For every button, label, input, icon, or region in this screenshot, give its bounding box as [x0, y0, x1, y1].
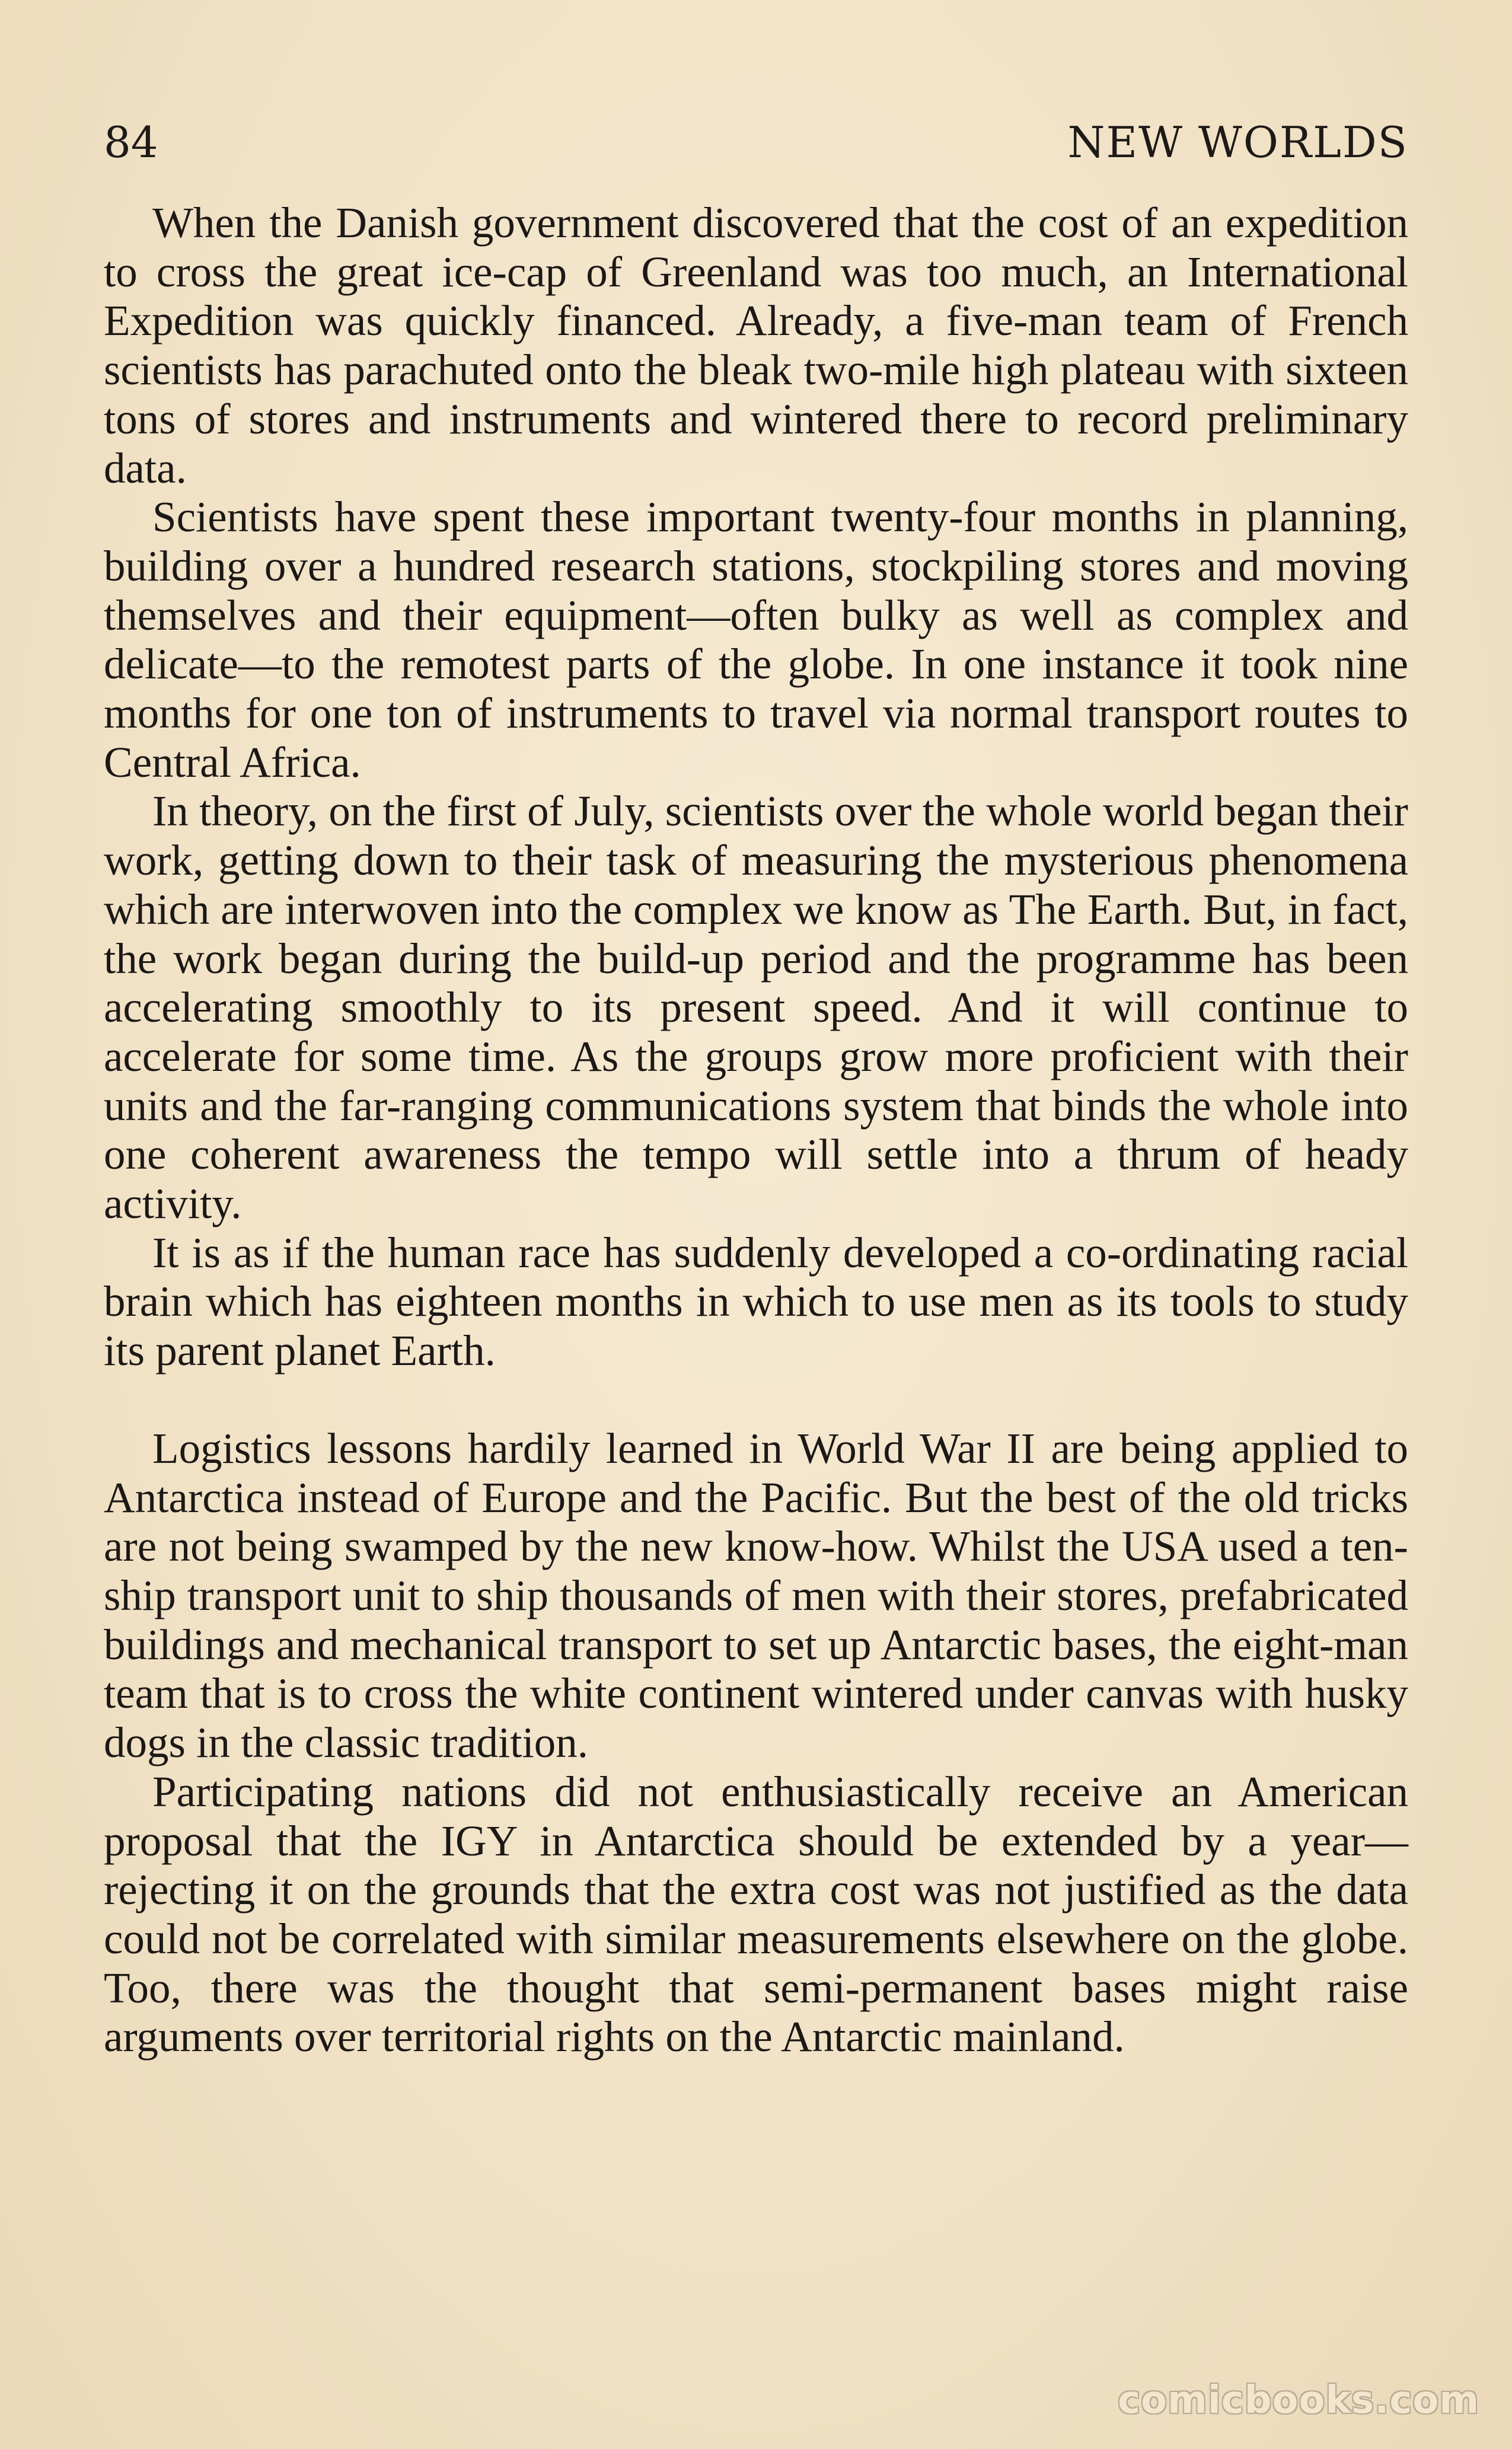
running-head: NEW WORLDS	[1067, 117, 1408, 167]
paragraph: Participating nations did not enthusiastically receive an American proposal that the IGY in Antarctica should be extended by a year—rejecting it on the grounds that the extra cost was not justified as the data could not be correlated with similar measurements elsewhere on the globe. Too, there was the thought that semi-permanent bases might raise arguments over territorial rights on the Antarctic mainland.	[104, 1767, 1408, 2061]
page-number: 84	[104, 117, 158, 167]
paragraph: It is as if the human race has suddenly developed a co-ordinating racial brain which has eighteen months in which to use men as its tools to study its parent planet Earth.	[104, 1228, 1408, 1375]
paragraph: When the Danish government discovered that the cost of an expedition to cross the great ice-cap of Greenland was too much, an International Expedition was quickly financed. Already, a five-man team of French scientists has parachuted onto the bleak two-mile high plateau with sixteen tons of stores and instruments and wintered there to record preliminary data.	[104, 199, 1408, 492]
body-text	[104, 199, 1408, 2062]
section-break	[104, 1376, 1408, 1424]
paragraph: Logistics lessons hardily learned in World War II are being applied to Antarctica instead of Europe and the Pacific. But the best of the old tricks are not being swamped by the new know-how. Whilst the USA used a ten-ship transport unit to ship thousands of men with their stores, prefabricated buildings and mechanical transport to set up Antarctic bases, the eight-man team that is to cross the white continent wintered under canvas with husky dogs in the classic tradition.	[104, 1424, 1408, 1767]
paragraph: Scientists have spent these important twenty-four months in planning, building over a hundred research stations, stockpiling stores and moving themselves and their equipment—often bulky as well as complex and delicate—to the remotest parts of the globe. In one instance it took nine months for one ton of instruments to travel via normal transport routes to Central Africa.	[104, 493, 1408, 786]
paragraph: In theory, on the first of July, scientists over the whole world began their work, getting down to their task of measuring the mysterious phenomena which are interwoven into the complex we know as The Earth. But, in fact, the work began during the build-up period and the programme has been accelerating smoothly to its present speed. And it will continue to accelerate for some time. As the groups grow more proficient with their units and the far-ranging communications system that binds the whole into one coherent awareness the tempo will settle into a thrum of heady activity.	[104, 787, 1408, 1228]
page-header	[104, 110, 1408, 175]
watermark: comicbooks.com	[1118, 2378, 1479, 2422]
